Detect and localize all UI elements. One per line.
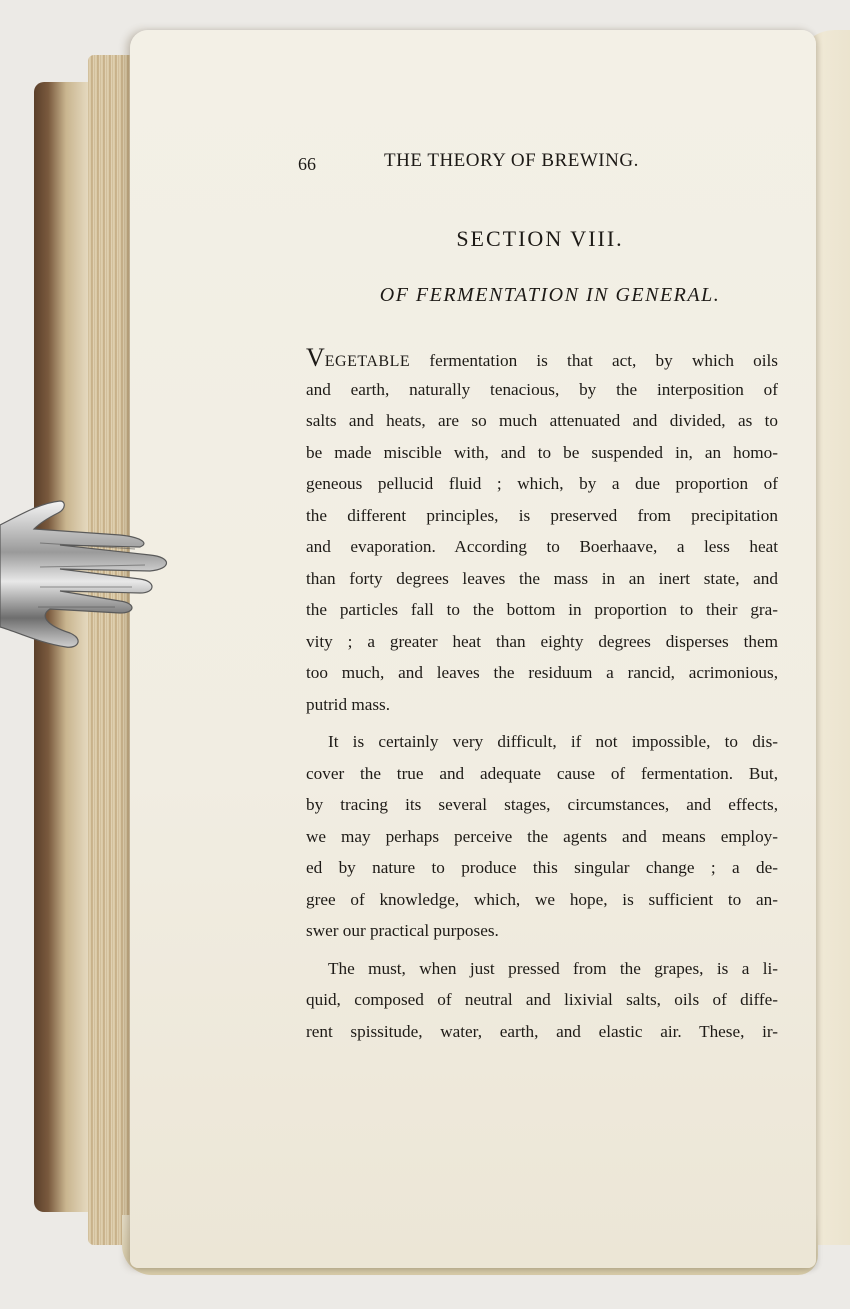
paragraph-2-line: by tracing its several stages, circumstances, and effects, <box>306 795 778 814</box>
paragraph-3-line: quid, composed of neutral and lixivial salts, oils of diffe- <box>306 990 778 1009</box>
paragraph-2-last-line: swer our practical purposes. <box>306 921 499 940</box>
paragraph-1-last-line: putrid mass. <box>306 694 391 714</box>
paragraph-3-first-line: The must, when just pressed from the grapes, is a li- <box>328 958 778 978</box>
running-head <box>298 150 678 178</box>
paragraph-1-line: geneous pellucid fluid ; which, by a due proportion of <box>306 474 778 493</box>
paragraph-2-first-line: It is certainly very difficult, if not impossible, to dis- <box>328 732 778 751</box>
paragraph-1-line: vity ; a greater heat than eighty degrees disperses them <box>306 631 778 651</box>
body-text <box>306 342 778 1047</box>
section-title: SECTION VIII. <box>456 226 624 251</box>
paragraph-2-line: cover the true and adequate cause of fermentation. But, <box>306 763 778 783</box>
paragraph-2-line: ed by nature to produce this singular change ; a de- <box>306 858 778 877</box>
paragraph-2-line: gree of knowledge, which, we hope, is sufficient to an- <box>306 889 778 909</box>
paragraph-2-line: we may perhaps perceive the agents and means employ- <box>306 826 778 846</box>
drop-cap: V <box>306 343 325 372</box>
hand-bookmark-icon <box>0 495 175 660</box>
running-title: THE THEORY OF BREWING. <box>384 150 639 171</box>
paragraph-1-line: too much, and leaves the residuum a rancid, acrimonious, <box>306 663 778 682</box>
section-subtitle: OF FERMENTATION IN GENERAL. <box>379 284 721 306</box>
paragraph-1-line: the different principles, is preserved from precipitation <box>306 505 778 525</box>
small-caps-word: EGETABLE <box>324 353 411 370</box>
paragraph-1-line: the particles fall to the bottom in proportion to their gra- <box>306 600 778 619</box>
paragraph-3-line: rent spissitude, water, earth, and elastic air. These, ir- <box>306 1021 778 1041</box>
paragraph-1-line: be made miscible with, and to be suspended in, an homo- <box>306 442 778 462</box>
paragraph-1-line: than forty degrees leaves the mass in an inert state, and <box>306 568 778 588</box>
paragraph-1-line: and earth, naturally tenacious, by the interposition of <box>306 379 778 399</box>
line-text: fermentation is that act, by which oils <box>410 351 778 370</box>
page-number: 66 <box>298 154 316 174</box>
paragraph-1-line-1 <box>306 342 778 374</box>
paragraph-1-line: and evaporation. According to Boerhaave, a less heat <box>306 537 778 556</box>
paragraph-1-line: salts and heats, are so much attenuated and divided, as to <box>306 411 778 430</box>
